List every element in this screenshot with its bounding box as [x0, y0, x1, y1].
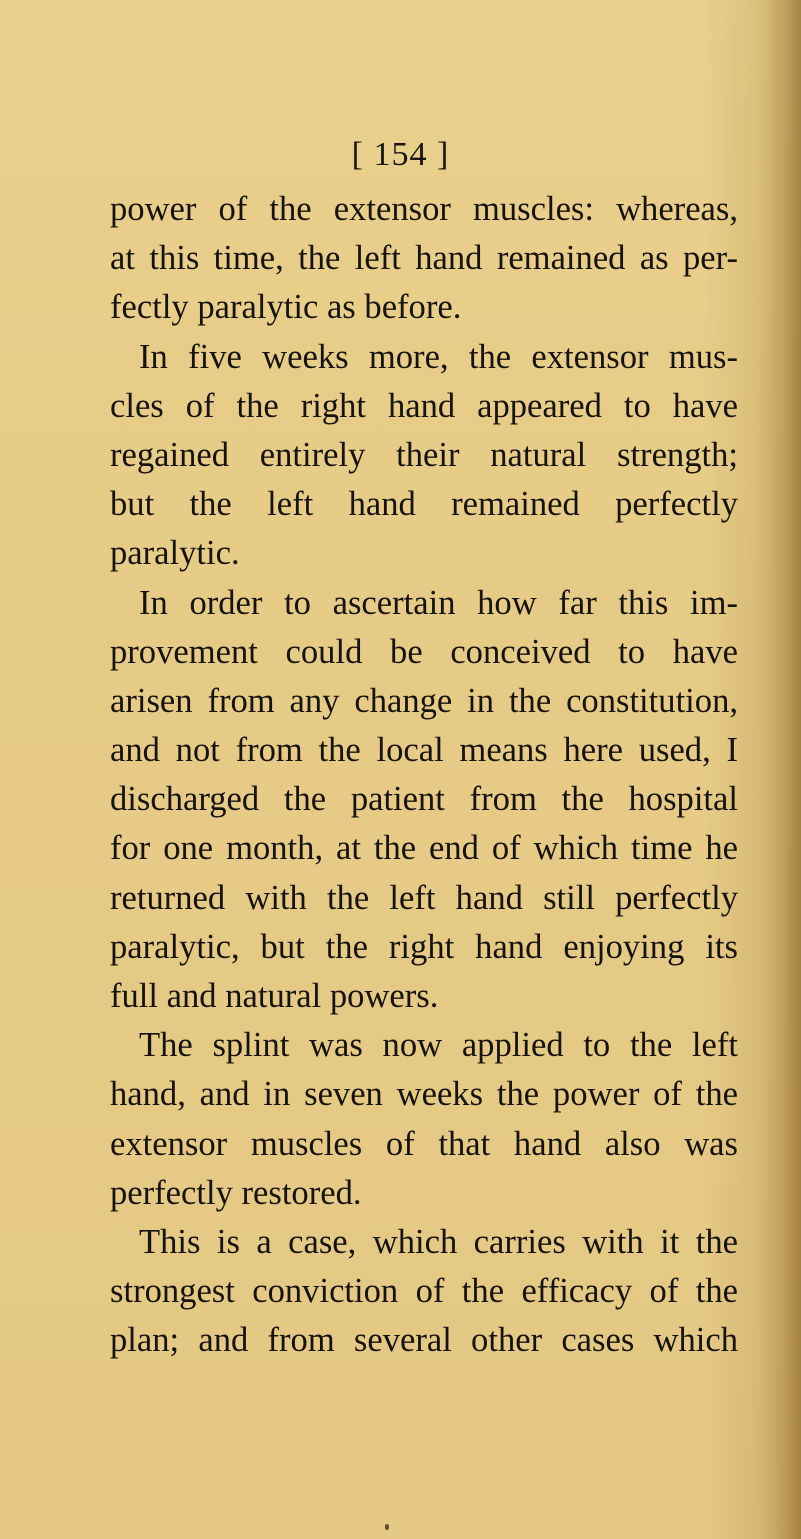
text-line: paralytic.: [110, 534, 240, 573]
text-line: full and natural powers.: [110, 977, 439, 1015]
text-line: but the left hand remained perfectly: [110, 485, 738, 524]
paper-speck: [385, 1524, 389, 1530]
text-line: In five weeks more, the extensor mus-: [139, 337, 738, 376]
text-line: fectly paralytic as before.: [110, 288, 462, 327]
text-line: returned with the left hand still perfectly: [110, 878, 738, 917]
text-line: extensor muscles of that hand also was: [110, 1124, 738, 1163]
text-line: arisen from any change in the constitution,: [110, 681, 738, 720]
page-number-header: [ 154 ]: [351, 136, 450, 173]
text-line: power of the extensor muscles: whereas,: [110, 190, 738, 228]
text-line: and not from the local means here used, I: [110, 731, 738, 770]
text-line: This is a case, which carries with it the: [139, 1222, 738, 1261]
text-line: regained entirely their natural strength;: [110, 435, 738, 474]
text-line: The splint was now applied to the left: [139, 1026, 738, 1065]
text-line: hand, and in seven weeks the power of the: [110, 1075, 738, 1114]
text-line: cles of the right hand appeared to have: [110, 386, 738, 425]
text-line: strongest conviction of the efficacy of the: [110, 1272, 738, 1311]
body-text: [110, 185, 738, 1366]
page-gutter-shadow: [758, 0, 801, 1539]
text-line: at this time, the left hand remained as per-: [110, 239, 738, 278]
text-line: paralytic, but the right hand enjoying its: [110, 927, 738, 966]
text-line: for one month, at the end of which time he: [110, 829, 738, 868]
text-line: discharged the patient from the hospital: [110, 780, 738, 819]
text-line: perfectly restored.: [110, 1173, 362, 1212]
text-line: In order to ascertain how far this im-: [139, 583, 738, 622]
text-line: plan; and from several other cases which: [110, 1321, 738, 1360]
text-line: provement could be conceived to have: [110, 632, 738, 671]
